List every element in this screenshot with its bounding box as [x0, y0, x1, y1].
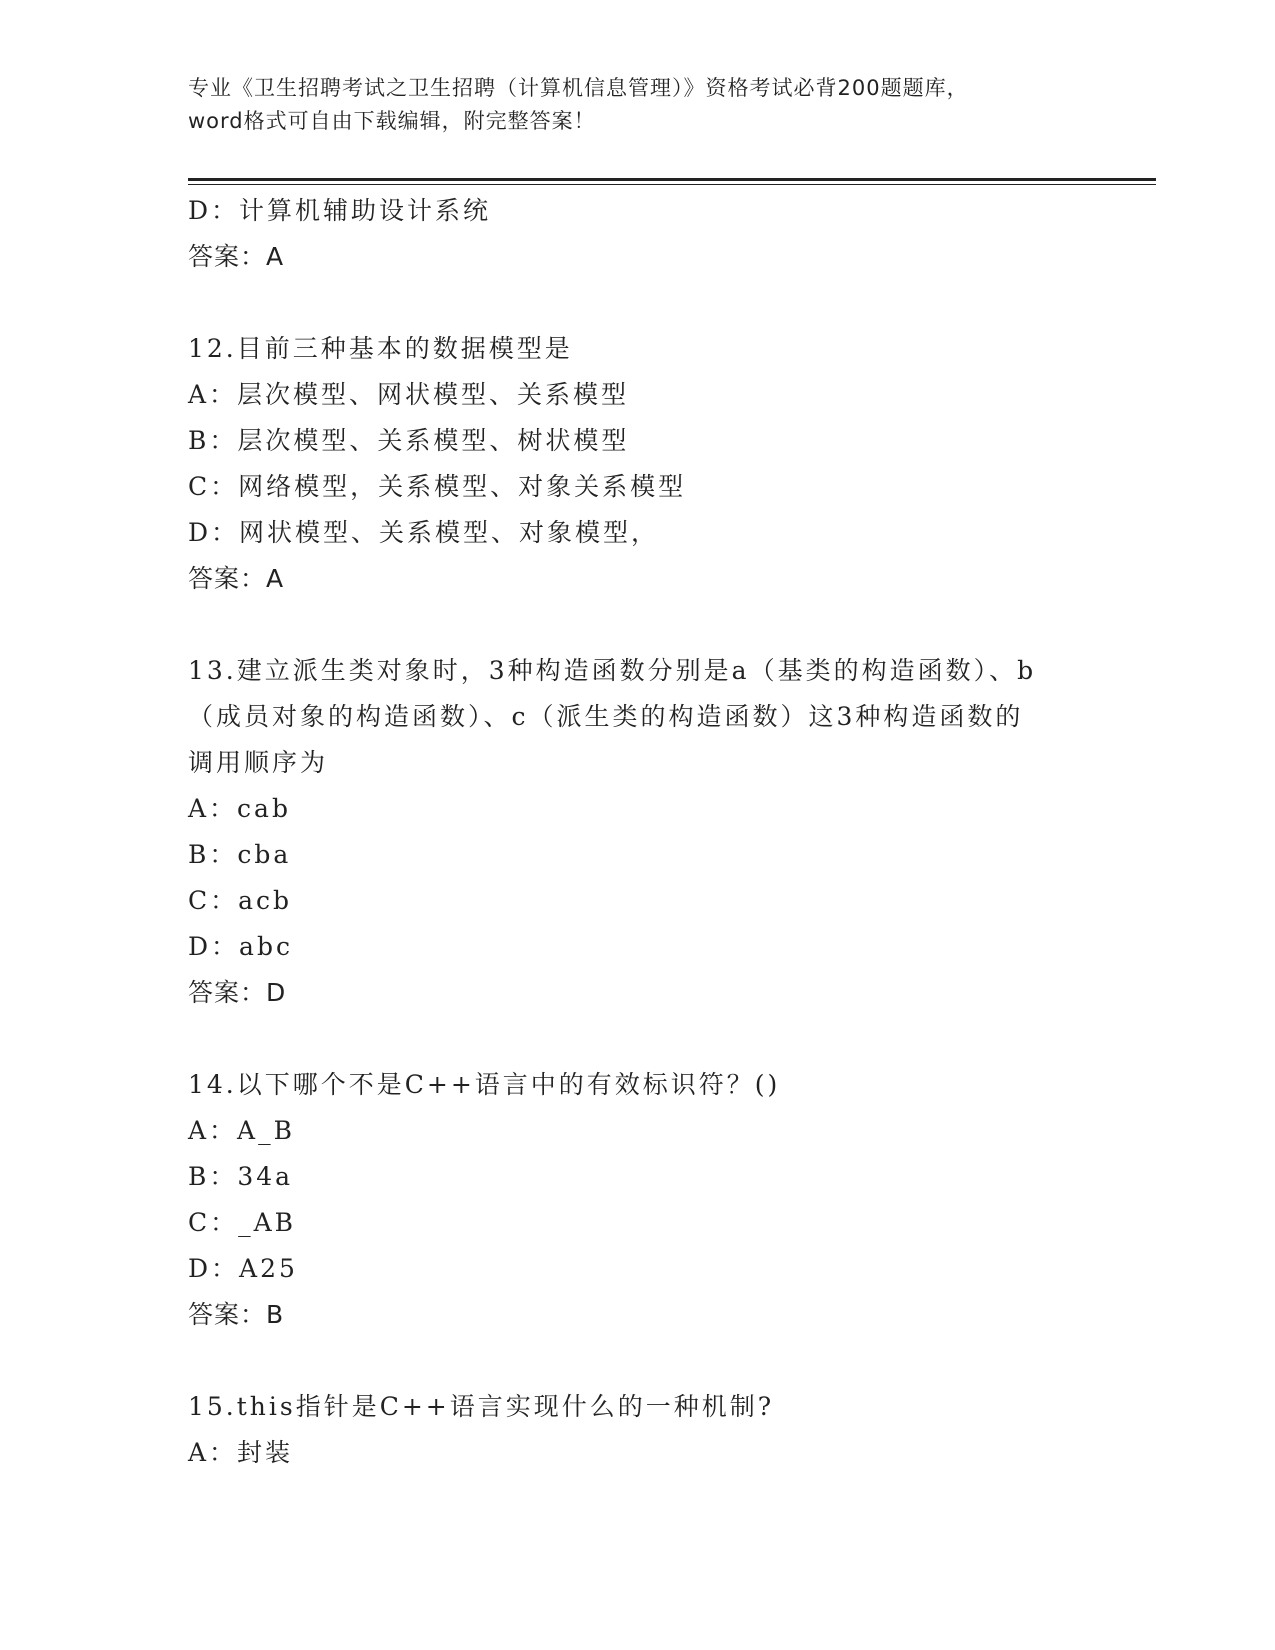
question-15 [188, 1384, 1088, 1476]
option-a: A：A_B [188, 1116, 295, 1145]
option-a: A：封装 [188, 1438, 294, 1467]
option-d: D：A25 [188, 1254, 298, 1283]
header-divider-thin [188, 184, 1156, 185]
question-list [188, 188, 1088, 1476]
question-stem-line-2: （成员对象的构造函数）、c（派生类的构造函数）这3种构造函数的 [188, 702, 1024, 731]
question-13 [188, 648, 1088, 1016]
option-b: B：cba [188, 840, 292, 869]
question-11 [188, 188, 1088, 280]
question-14 [188, 1062, 1088, 1338]
option-d: D：网状模型、关系模型、对象模型， [188, 518, 660, 547]
option-a: A：层次模型、网状模型、关系模型 [188, 380, 630, 409]
question-stem-line-3: 调用顺序为 [188, 748, 329, 777]
answer: 答案：D [188, 978, 287, 1007]
option-c: C：网络模型，关系模型、对象关系模型 [188, 472, 687, 501]
question-stem-line-1: 13.建立派生类对象时，3种构造函数分别是a（基类的构造函数）、b [188, 656, 1037, 685]
spacer [188, 602, 1088, 648]
option-c: C：acb [188, 886, 293, 915]
option-b: B：层次模型、关系模型、树状模型 [188, 426, 630, 455]
answer: 答案：A [188, 564, 285, 593]
header-divider-thick [188, 178, 1156, 181]
answer: 答案：B [188, 1300, 285, 1329]
question-stem: 15.this指针是C++语言实现什么的一种机制? [188, 1392, 775, 1421]
spacer [188, 1016, 1088, 1062]
header-title-line-2: word格式可自由下载编辑，附完整答案！ [188, 109, 596, 133]
question-12 [188, 326, 1088, 602]
spacer [188, 1338, 1088, 1384]
header-title-line-1: 专业《卫生招聘考试之卫生招聘（计算机信息管理）》资格考试必背200题题库， [188, 76, 969, 100]
question-stem: 14.以下哪个不是C++语言中的有效标识符？() [188, 1070, 781, 1099]
option-c: C：_AB [188, 1208, 297, 1237]
option-a: A：cab [188, 794, 291, 823]
option-d: D：计算机辅助设计系统 [188, 196, 492, 225]
option-b: B：34a [188, 1162, 294, 1191]
document-header [188, 72, 1088, 138]
answer: 答案：A [188, 242, 285, 271]
option-d: D：abc [188, 932, 293, 961]
question-stem: 12.目前三种基本的数据模型是 [188, 334, 573, 363]
spacer [188, 280, 1088, 326]
